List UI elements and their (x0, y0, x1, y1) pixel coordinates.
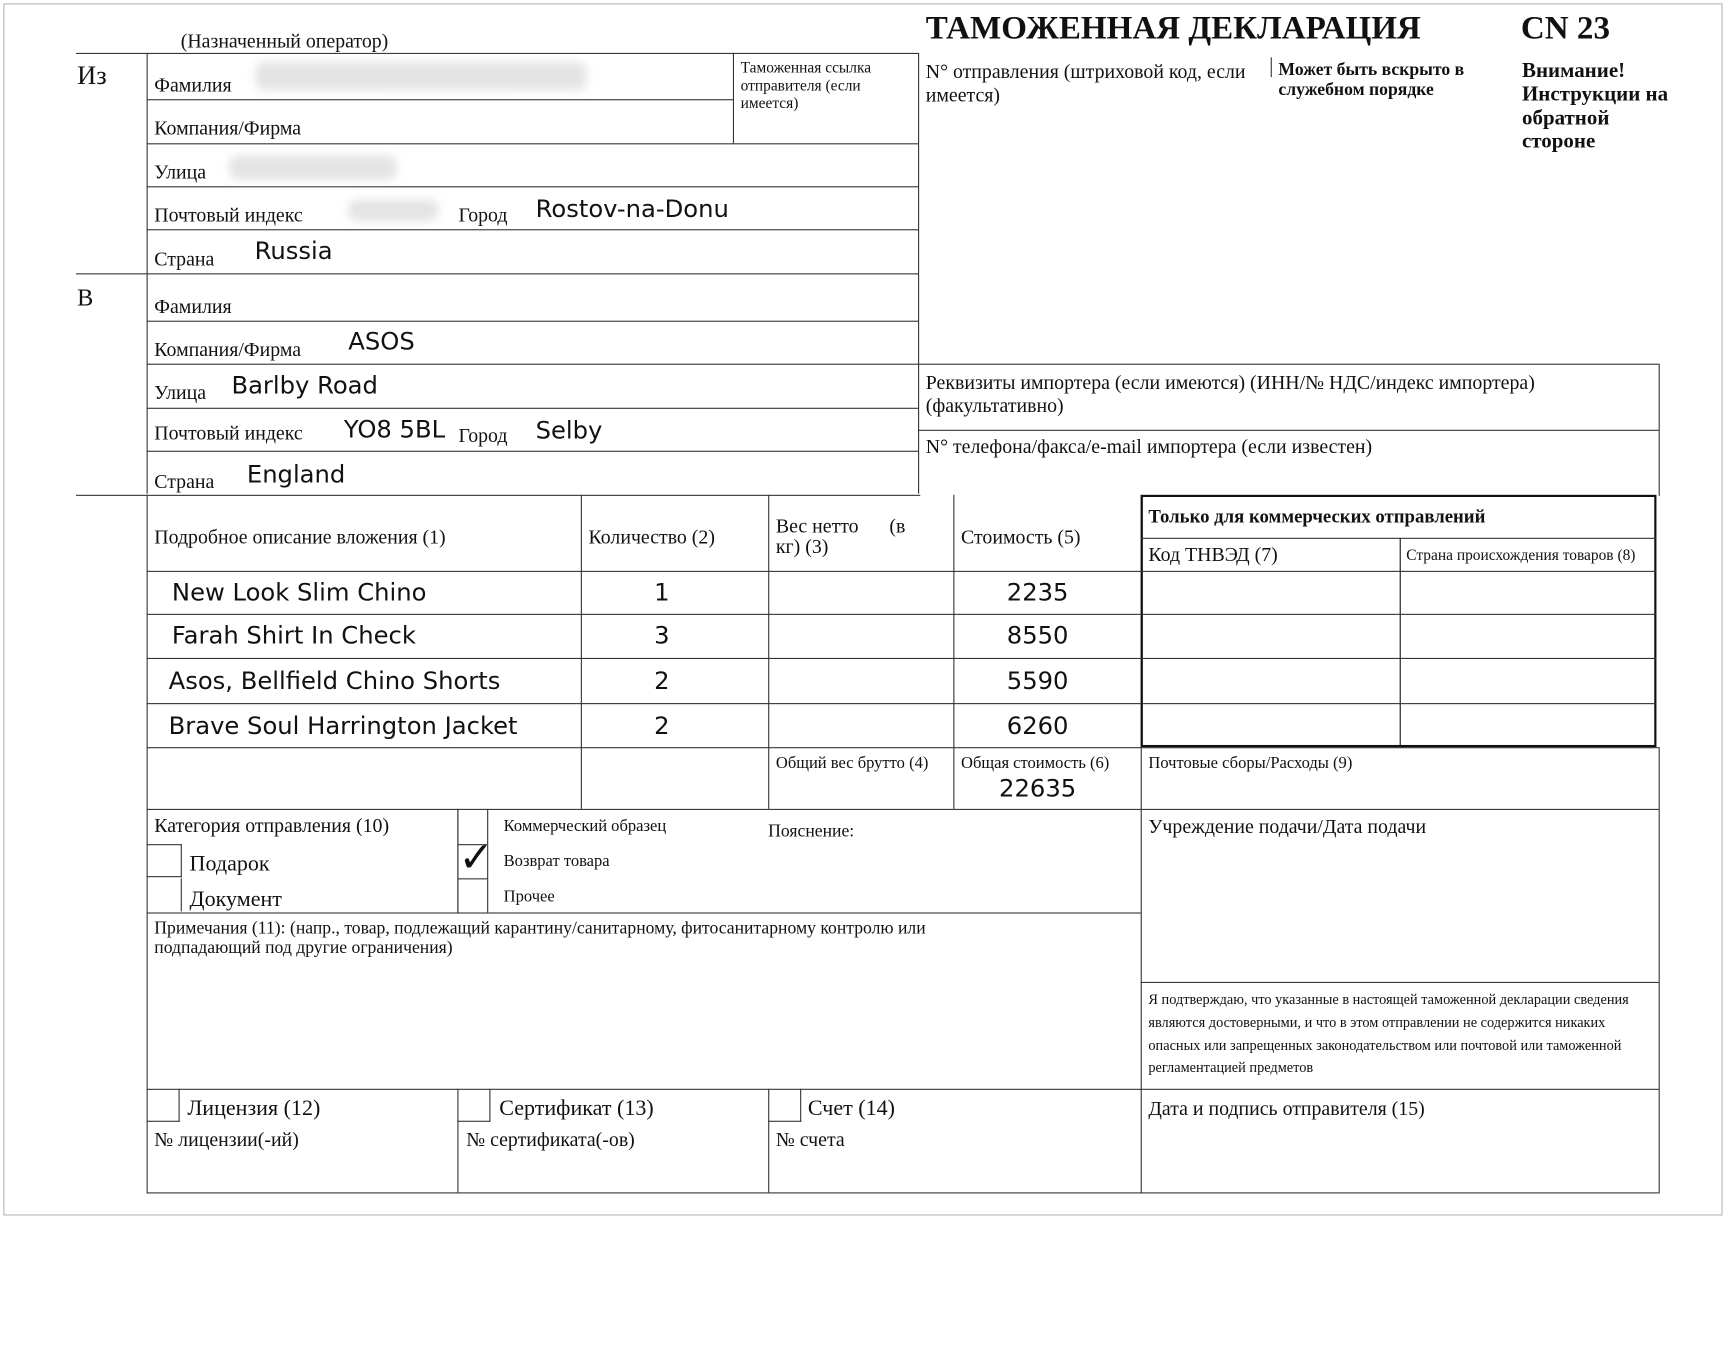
recipient-surname-label: Фамилия (154, 295, 232, 318)
sender-surname-label: Фамилия (154, 73, 232, 96)
explanation-label: Пояснение: (768, 822, 855, 841)
license-label: Лицензия (12) (187, 1096, 321, 1121)
document-label: Документ (189, 887, 282, 912)
item-description: Asos, Bellfield Chino Shorts (168, 667, 501, 696)
from-section-label: Из (77, 61, 107, 91)
importer-contact-label: N° телефона/факса/e-mail импортера (если известен) (925, 435, 1373, 458)
item-quantity: 2 (654, 667, 670, 696)
office-of-origin-label: Учреждение подачи/Дата подачи (1148, 815, 1427, 838)
remarks-label: Примечания (11): (напр., товар, подлежащий карантину/санитарному, фитосанитарному контролю или подпадающий под другие ограничения) (154, 919, 926, 959)
col-origin-header: Страна происхождения товаров (8) (1406, 547, 1636, 565)
form-title: ТАМОЖЕННАЯ ДЕКЛАРАЦИЯ (925, 9, 1421, 47)
col-description-header: Подробное описание вложения (1) (154, 525, 446, 548)
item-value: 2235 (1006, 579, 1069, 608)
item-quantity: 2 (654, 712, 670, 741)
gift-checkbox[interactable] (147, 844, 182, 877)
item-value: 8550 (1006, 622, 1069, 651)
form-code: CN 23 (1520, 9, 1610, 47)
other-label: Прочее (503, 888, 555, 906)
sender-country-label: Страна (154, 247, 215, 270)
document-checkbox[interactable] (147, 878, 182, 911)
recipient-city-value: Selby (535, 417, 603, 446)
to-section-label: В (77, 283, 94, 311)
recipient-country-value: England (246, 461, 346, 490)
designated-operator-label: (Назначенный оператор) (180, 29, 389, 52)
attention-note: Внимание! Инструкции на обратной стороне (1522, 59, 1669, 154)
other-checkbox[interactable] (457, 879, 488, 912)
sender-company-label: Компания/Фирма (154, 116, 302, 139)
sender-postcode-redacted (348, 199, 438, 221)
recipient-postcode-label: Почтовый индекс (154, 422, 303, 445)
checkmark-icon: ✓ (458, 833, 494, 882)
certificate-label: Сертификат (13) (499, 1096, 654, 1121)
recipient-street-label: Улица (154, 381, 207, 404)
sender-signature-label: Дата и подпись отправителя (15) (1148, 1097, 1425, 1120)
gift-label: Подарок (189, 851, 270, 877)
col-quantity-header: Количество (2) (588, 525, 715, 548)
item-description: Brave Soul Harrington Jacket (168, 712, 518, 741)
gross-weight-label: Общий вес брутто (4) (775, 754, 929, 773)
invoice-label: Счет (14) (807, 1096, 895, 1121)
total-value-label: Общая стоимость (6) (961, 754, 1110, 773)
recipient-company-label: Компания/Фирма (154, 338, 302, 361)
col-value-header: Стоимость (5) (961, 525, 1081, 548)
col-weight-header-b: (в (889, 514, 906, 537)
invoice-checkbox[interactable] (768, 1089, 801, 1122)
sender-city-label: Город (458, 203, 508, 226)
invoice-number-label: № счета (775, 1128, 845, 1151)
item-value: 6260 (1006, 712, 1069, 741)
col-weight-header-c: кг) (3) (775, 535, 829, 558)
category-label: Категория отправления (10) (154, 814, 390, 837)
total-value: 22635 (999, 775, 1077, 804)
item-quantity: 1 (654, 579, 670, 608)
col-weight-header: Вес нетто (775, 514, 859, 537)
sender-city-value: Rostov-na-Donu (535, 196, 729, 224)
sender-postcode-label: Почтовый индекс (154, 203, 303, 226)
commercial-only-box (1141, 495, 1657, 747)
item-description: New Look Slim Chino (171, 579, 427, 608)
license-checkbox[interactable] (147, 1089, 180, 1122)
recipient-postcode-value: YO8 5BL (343, 416, 446, 445)
commercial-sample-label: Коммерческий образец (503, 817, 667, 836)
certificate-checkbox[interactable] (457, 1089, 490, 1122)
certificate-number-label: № сертификата(-ов) (466, 1128, 635, 1151)
shipment-number-label: N° отправления (штриховой код, если имеется) (925, 60, 1246, 106)
sender-street-redacted (229, 155, 397, 179)
sender-customs-reference-label: Таможенная ссылка отправителя (если имеется) (740, 60, 872, 113)
item-quantity: 3 (654, 622, 670, 651)
col-hs-code-header: Код ТНВЭД (7) (1148, 543, 1278, 566)
returned-goods-label: Возврат товара (503, 852, 610, 871)
declaration-text: Я подтверждаю, что указанные в настоящей таможенной декларации сведения являются достоверными, и что в этом отправлении не содержится никаких опасных или запрещенных законодательством или почтовой или таможенной регламентацией предметов (1148, 990, 1629, 1076)
recipient-city-label: Город (458, 424, 508, 447)
sender-surname-redacted (256, 62, 587, 91)
commercial-only-label: Только для коммерческих отправлений (1148, 505, 1486, 527)
postal-fees-label: Почтовые сборы/Расходы (9) (1148, 754, 1353, 773)
recipient-street-value: Barlby Road (231, 372, 378, 401)
license-number-label: № лицензии(-ий) (154, 1128, 299, 1151)
item-description: Farah Shirt In Check (171, 622, 416, 651)
may-be-opened-note: Может быть вскрыто в служебном порядке (1278, 60, 1465, 100)
recipient-country-label: Страна (154, 470, 215, 493)
importer-details-label: Реквизиты импортера (если имеются) (ИНН/№ НДС/индекс импортера) (факультативно) (925, 371, 1535, 417)
item-value: 5590 (1006, 667, 1069, 696)
sender-country-value: Russia (254, 238, 333, 266)
recipient-company-value: ASOS (348, 328, 415, 356)
sender-street-label: Улица (154, 160, 207, 183)
